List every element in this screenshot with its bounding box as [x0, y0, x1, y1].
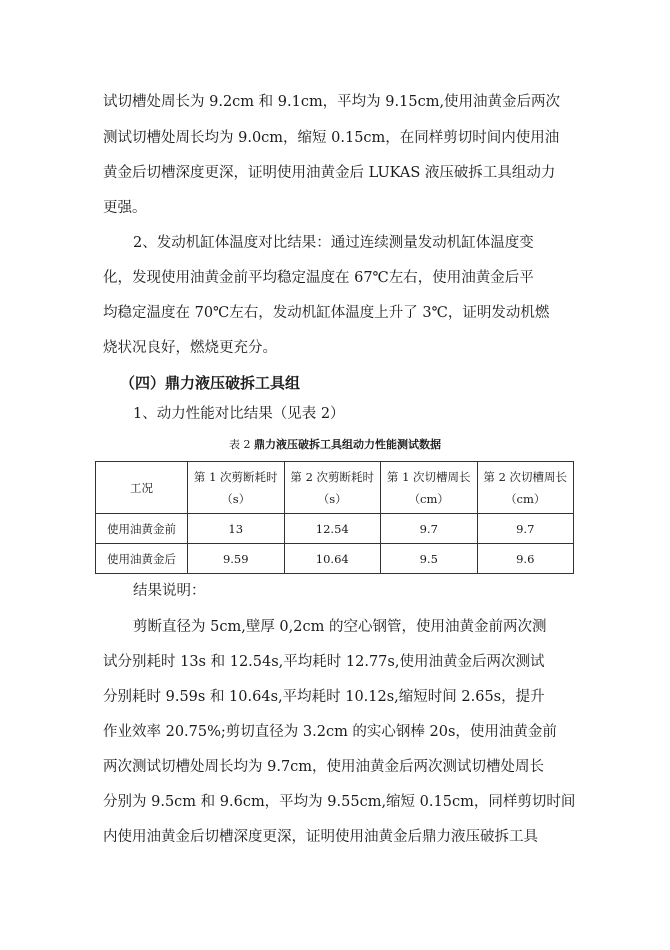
text-line: 作业效率 20.75%;剪切直径为 3.2cm 的实心钢棒 20s，使用油黄金前 — [103, 724, 557, 740]
table-cell: 9.59 — [188, 544, 285, 574]
text-line: 内使用油黄金后切槽深度更深，证明使用油黄金后鼎力液压破拆工具 — [103, 829, 538, 845]
table-cell: 9.7 — [477, 514, 574, 544]
section-heading: （四）鼎力液压破拆工具组 — [120, 374, 301, 392]
text-line: 两次测试切槽处周长均为 9.7cm，使用油黄金后两次测试切槽处周长 — [103, 759, 545, 775]
text-line: 试切槽处周长为 9.2cm 和 9.1cm，平均为 9.15cm,使用油黄金后两次 — [103, 94, 561, 110]
table-caption-title: 鼎力液压破拆工具组动力性能测试数据 — [254, 438, 441, 451]
table-cell: 9.5 — [381, 544, 478, 574]
text-line: 分别耗时 9.59s 和 10.64s,平均耗时 10.12s,缩短时间 2.65s，提升 — [103, 689, 545, 705]
table-caption-prefix: 表 2 — [229, 438, 251, 451]
table-caption — [0, 437, 670, 453]
result-label: 结果说明： — [133, 583, 206, 599]
table-cell: 10.64 — [284, 544, 381, 574]
text-line: 更强。 — [103, 200, 147, 216]
text-line: 测试切槽处周长均为 9.0cm，缩短 0.15cm，在同样剪切时间内使用油 — [103, 130, 560, 146]
table-header-cell: 第 2 次切槽周长 （cm） — [477, 462, 574, 514]
table-header-cell: 第 2 次剪断耗时 （s） — [284, 462, 381, 514]
text-line: 2、发动机缸体温度对比结果：通过连续测量发动机缸体温度变 — [133, 235, 534, 251]
text-line: 均稳定温度在 70℃左右，发动机缸体温度上升了 3℃，证明发动机燃 — [103, 305, 550, 321]
data-table — [95, 461, 574, 574]
table-cell: 13 — [188, 514, 285, 544]
text-line: 分别为 9.5cm 和 9.6cm，平均为 9.55cm,缩短 0.15cm，同样剪切时间 — [103, 794, 576, 810]
table-header-cell: 工况 — [96, 462, 188, 514]
table-cell: 12.54 — [284, 514, 381, 544]
table-cell: 9.7 — [381, 514, 478, 544]
table-cell: 使用油黄金前 — [96, 514, 188, 544]
table-row — [96, 514, 574, 544]
table-row — [96, 544, 574, 574]
text-line: 化，发现使用油黄金前平均稳定温度在 67℃左右，使用油黄金后平 — [103, 270, 534, 286]
table-header-cell: 第 1 次切槽周长 （cm） — [381, 462, 478, 514]
table-header-cell: 第 1 次剪断耗时 （s） — [188, 462, 285, 514]
text-line: 烧状况良好，燃烧更充分。 — [103, 340, 277, 356]
table-cell: 使用油黄金后 — [96, 544, 188, 574]
table-header-row — [96, 462, 574, 514]
text-line: 黄金后切槽深度更深，证明使用油黄金后 LUKAS 液压破拆工具组动力 — [103, 165, 556, 181]
subheading: 1、动力性能对比结果（见表 2） — [133, 406, 345, 422]
text-line: 剪断直径为 5cm,壁厚 0,2cm 的空心钢管，使用油黄金前两次测 — [133, 619, 547, 635]
text-line: 试分别耗时 13s 和 12.54s,平均耗时 12.77s,使用油黄金后两次测试 — [103, 654, 545, 670]
table-cell: 9.6 — [477, 544, 574, 574]
